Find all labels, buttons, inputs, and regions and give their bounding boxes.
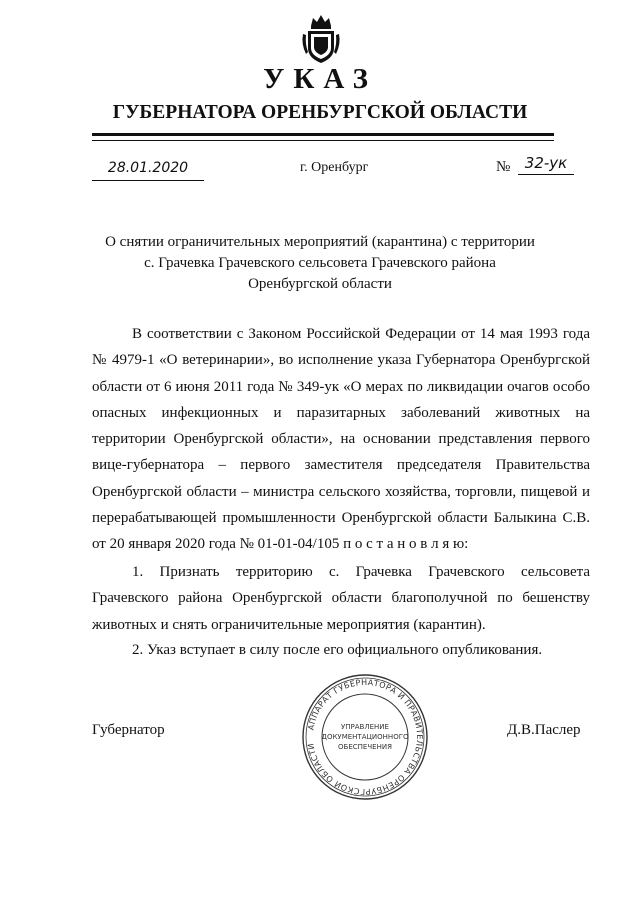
body-paragraph-2 <box>92 559 590 638</box>
body-paragraph-3-text: 2. Указ вступает в силу после его официального опубликования. <box>132 642 543 658</box>
body-paragraph-1 <box>92 321 590 558</box>
document-issuer: ГУБЕРНАТОРА ОРЕНБУРГСКОЙ ОБЛАСТИ <box>112 102 528 123</box>
document-title: УКАЗ <box>263 63 377 95</box>
header-rule-thick <box>92 133 554 136</box>
seal-center-line-3: ОБЕСПЕЧЕНИЯ <box>338 743 392 751</box>
body-paragraph-2-text: 1. Признать территорию с. Грачевка Грачевского сельсовета Грачевского района Оренбургской области благополучной по бешенству животных и снять ограничительные мероприятия (карантин). <box>92 564 590 633</box>
document-heading: О снятии ограничительных мероприятий (карантина) с территории с. Грачевка Грачевского сельсовета Грачевского района Оренбургской области <box>105 234 535 292</box>
official-seal-icon <box>300 672 430 802</box>
header-rule-thin <box>92 140 554 141</box>
document-number-label: № <box>496 159 511 175</box>
signer-title: Губернатор <box>92 722 165 738</box>
body-paragraph-1-text: В соответствии с Законом Российской Федерации от 14 мая 1993 года № 4979-1 «О ветеринарии», во исполнение указа Губернатора Оренбургской области от 6 июня 2011 года № 349-ук «О мерах по ликвидации очагов особо опасных инфекционных и паразитарных заболеваний животных на территории Оренбургской области», на основании представления первого вице-губернатора – первого заместителя председателя Правительства Оренбургской области – министра сельского хозяйства, торговли, пищевой и перерабатывающей промышленности Оренбургской области Балыкина С.В. от 20 января 2020 года № 01-01-04/105 п о с т а н о в л я ю: <box>92 326 590 553</box>
seal-center-line-1: УПРАВЛЕНИЕ <box>341 723 389 731</box>
coat-of-arms-icon <box>301 12 341 66</box>
body-paragraph-3 <box>92 637 590 663</box>
seal-outer-text: АППАРАТ ГУБЕРНАТОРА И ПРАВИТЕЛЬСТВА ОРЕНБУРГСКОЙ ОБЛАСТИ <box>306 677 425 797</box>
signer-name: Д.В.Паслер <box>507 722 581 738</box>
document-date: 28.01.2020 <box>92 156 204 181</box>
seal-center-line-2: ДОКУМЕНТАЦИОННОГО <box>321 733 409 741</box>
document-number: 32-ук <box>518 150 574 175</box>
document-city: г. Оренбург <box>300 160 369 175</box>
